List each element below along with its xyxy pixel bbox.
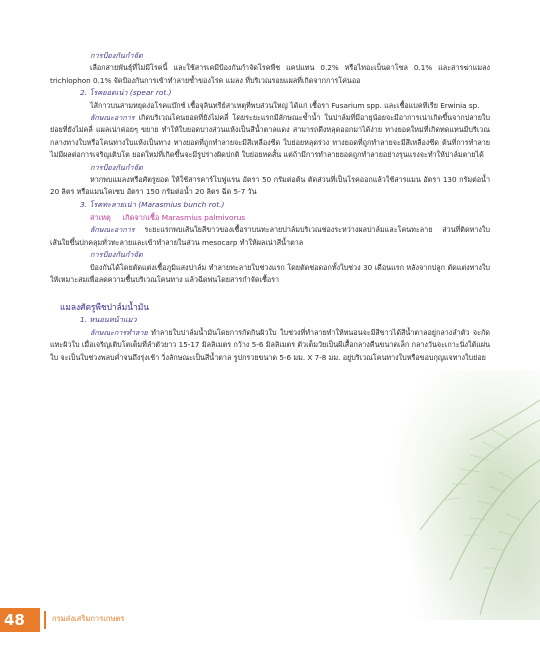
page-number: 48 xyxy=(4,611,25,629)
symptom-paragraph-2 xyxy=(50,112,490,162)
symptom-paragraph-3 xyxy=(50,224,490,249)
pest-1-title: 1. หนอนหน้าแมว xyxy=(80,315,137,325)
control-text-1: เลือกสายพันธุ์ที่ไม่มีโรคนี้ และใช้สารเคมีป้องกันกำจัดโรคพืช แคปแทน 0.2% หรือไทอะเบ็นดาโซล 0.1% และสารฆ่าแมลง trichlophon 0.1% จัดป้องกันการเข้าทำลายซ้ำของโรค แมลง ที่บริเวณรอยแผลที่เกิดจากการโค่นออ xyxy=(50,63,490,85)
control-text-3: ป้องกันได้โดยตัดแต่งเชื้อภูมิแสงปาล์ม ทำลายทะลายใบช่วงแรก โดยตัดช่อดอกทั้งใบช่วง 30 เดือนแรก หลังจากปลูก ตัดแต่งทางใบให้เหมาะสมเพื่อลดความชื้นบริเวณโคนทาง แล้วฉีดพ่นโดยสารกำจัดเชื้อรา xyxy=(50,262,490,284)
control-heading-3: การป้องกันกำจัด xyxy=(90,250,143,260)
control-text-2: หากพบแมลงหรือศัตรูยอด ให้ใช้สารคาร์โบฟูแรน อัตรา 50 กรัมต่อต้น ตัดส่วนที่เป็นโรคออกแล้วใช้สารแมน อัตรา 130 กรัมต่อน้ำ 20 ลิตร หรือแมนโคเซบ อัตรา 150 กรัมต่อน้ำ 20 ลิตร ฉีด 5-7 วัน xyxy=(50,175,490,197)
publication-name: กรมส่งเสริมการเกษตร xyxy=(52,614,125,623)
document-content xyxy=(50,50,490,364)
footer-divider xyxy=(44,611,46,629)
pest-1-lead: ลักษณะการทำลาย xyxy=(90,327,148,337)
symptom-label-2: ลักษณะอาการ xyxy=(90,113,135,123)
disease-2-intro: ไส้กาวบนสามหยุดง่อโรคแบ๊กซ์ เชื้อจุลินทรีย์สาเหตุที่พบส่วนใหญ่ ได้แก่ เชื้อรา Fusarium spp. และเชื้อแบคทีเรีย Erwinia sp. xyxy=(90,100,480,110)
cause-label: สาเหตุ xyxy=(90,213,111,223)
section-title: แมลงศัตรูพืชปาล์มน้ำมัน xyxy=(60,302,149,313)
cause-text: เกิดจากเชื้อ Marasmius palmivorus xyxy=(122,213,246,223)
symptom-text-3: ระยะแรกพบเส้นใยสีขาวของเชื้อราบนทะลายปาล์มบริเวณช่องระหว่างผลปาล์มและโคนทะลาย ส่วนที่ติดทางใบ เส้นใยขึ้นปกคลุมทั่วทะลายและเข้าทำลายในส่วน mesocarp ทำให้ผลเน่าสีน้ำตาล xyxy=(50,225,490,247)
symptom-text-2: เกิดบริเวณโคนยอดที่ยังไม่คลี่ โดยระยะแรกมีลักษณะช้ำน้ำ ในปาล์มที่มีอายุน้อยจะมีอาการเน่าเกิดขึ้นจากปลายใบย่อยที่ยังไม่คลี่ แผลเน่าค่อยๆ ขยาย ทำให้ใบยอดบางส่วนแห้งเป็นสีน้ำตาลแดง สามารถดึงหลุดออกมาได้ง่าย ทางยอดใหม่ที่เกิดทดแทนมีบริเวณกลางทางใบหรือโคนทางใบแห้งเป็นทาง ทางยอดที่ถูกทำลายจะมีสีเหลืองซีด ใบย่อยหลุดร่วง ทางยอดที่ถูกทำลายจะมีสีเหลืองซีด ต้นที่การทำลายไม่มีผลต่อการเจริญเติบโต ยอดใหม่ที่เกิดขึ้นจะมีรูปร่างผิดปกติ ใบย่อยหดสั้น แต่ถ้ามีการทำลายยอดถูกทำลายอย่างรุนแรงจะทำให้ปาล์มตายได้ xyxy=(50,113,490,160)
disease-3-title: 3. โรคทะลายเน่า (Marasmius bunch rot.) xyxy=(80,199,225,209)
control-heading-1: การป้องกันกำจัด xyxy=(90,51,143,60)
symptom-label-3: ลักษณะอาการ xyxy=(90,225,135,235)
control-heading-2: การป้องกันกำจัด xyxy=(90,162,143,172)
palm-frond-decoration xyxy=(390,380,540,620)
disease-2-title: 2. โรคยอดเน่า (spear rot.) xyxy=(80,88,172,98)
pest-1-text: ทำลายใบปาล์มน้ำมันโดยการกัดกินผิวใบ ใบช่วงที่ทำลายทำให้หนอนจะมีสีขาวได้สีน้ำตาลอยู่กลางลำตัว จะกัดแทะผิวใบ เมื่อเจริญเติบโตเต็มที่ลำตัวยาว 15-17 มิลลิเมตร กว้าง 5-6 มิลลิเมตร ตัวเต็มวัยเป็นผีเสื้อกลางคืนขนาดเล็ก กลางวันจะเกาะนิ่งใต้แผ่นใบ จะเป็นใบช่วงพลบค่ำจนถึงรุ่งเช้า วิ่งลักษณะเป็นสีน้ำตาล รูปกรวยขนาด 5-6 มม. X 7-8 มม. อยู่บริเวณโคนทางใบหรือขอบกุญแจทางใบย่อย xyxy=(50,327,490,362)
pest-1-paragraph xyxy=(50,327,490,364)
cause-line xyxy=(50,211,490,224)
